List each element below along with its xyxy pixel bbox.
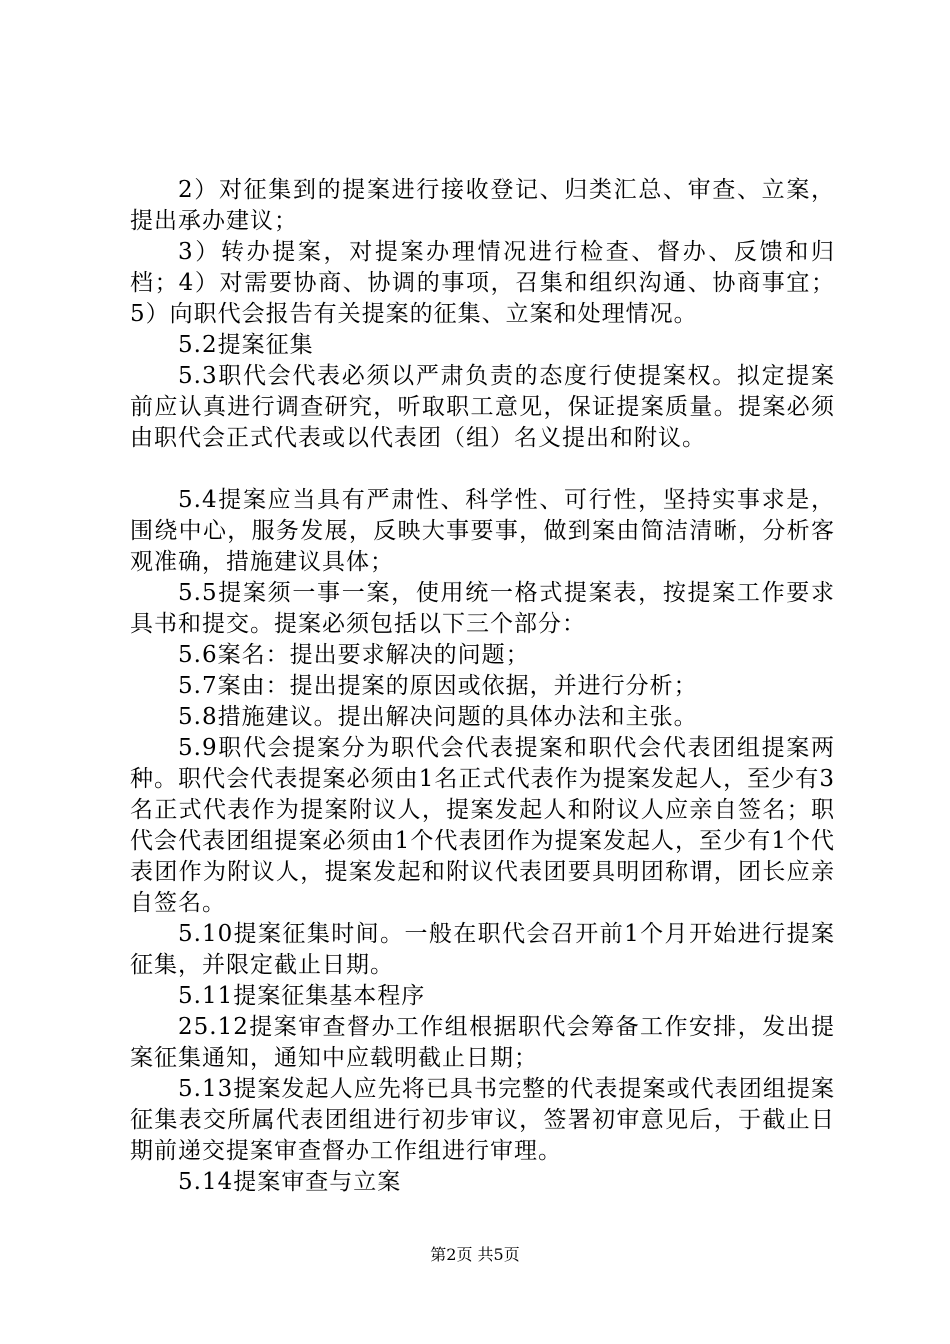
paragraph-5-13: 5.13提案发起人应先将已具书完整的代表提案或代表团组提案征集表交所属代表团组进行初步审议，签署初审意见后，于截止日期前递交提案审查督办工作组进行审理。 [130, 1076, 835, 1164]
paragraph-5-10: 5.10提案征集时间。一般在职代会召开前1个月开始进行提案征集，并限定截止日期。 [130, 921, 835, 978]
page-number-label: 第2页 共5页 [430, 1245, 520, 1264]
section-heading-5-11: 5.11提案征集基本程序 [178, 983, 426, 1009]
paragraph-5-4: 5.4提案应当具有严肃性、科学性、可行性，坚持实事求是，围绕中心，服务发展，反映大事要事，做到案由简洁清晰，分析客观准确，措施建议具体； [130, 487, 835, 575]
paragraph-5-9: 5.9职代会提案分为职代会代表提案和职代会代表团组提案两种。职代会代表提案必须由1名正式代表作为提案发起人，至少有3名正式代表作为提案附议人，提案发起人和附议人应亲自签名；职代会代表团组提案必须由1个代表团作为提案发起人，至少有1个代表团作为附议人，提案发起和附议代表团要具明团称谓，团长应亲自签名。 [130, 735, 835, 916]
section-heading-5-2: 5.2提案征集 [178, 332, 314, 358]
paragraph-item-2: 2）对征集到的提案进行接收登记、归类汇总、审查、立案，提出承办建议； [130, 177, 835, 234]
paragraph-5-12: 25.12提案审查督办工作组根据职代会筹备工作安排，发出提案征集通知，通知中应载明截止日期； [130, 1014, 835, 1071]
document-body [130, 175, 835, 1198]
page-footer [0, 1245, 950, 1265]
section-heading-5-14: 5.14提案审查与立案 [178, 1169, 402, 1195]
paragraph-5-5: 5.5提案须一事一案，使用统一格式提案表，按提案工作要求具书和提交。提案必须包括以下三个部分： [130, 580, 835, 637]
paragraph-item-3-5: 3）转办提案，对提案办理情况进行检查、督办、反馈和归档；4）对需要协商、协调的事项，召集和组织沟通、协商事宜；5）向职代会报告有关提案的征集、立案和处理情况。 [130, 239, 835, 327]
paragraph-5-6: 5.6案名：提出要求解决的问题； [178, 642, 530, 668]
paragraph-5-8: 5.8措施建议。提出解决问题的具体办法和主张。 [178, 704, 698, 730]
paragraph-5-7: 5.7案由：提出提案的原因或依据，并进行分析； [178, 673, 698, 699]
paragraph-5-3: 5.3职代会代表必须以严肃负责的态度行使提案权。拟定提案前应认真进行调查研究，听取职工意见，保证提案质量。提案必须由职代会正式代表或以代表团（组）名义提出和附议。 [130, 363, 835, 451]
